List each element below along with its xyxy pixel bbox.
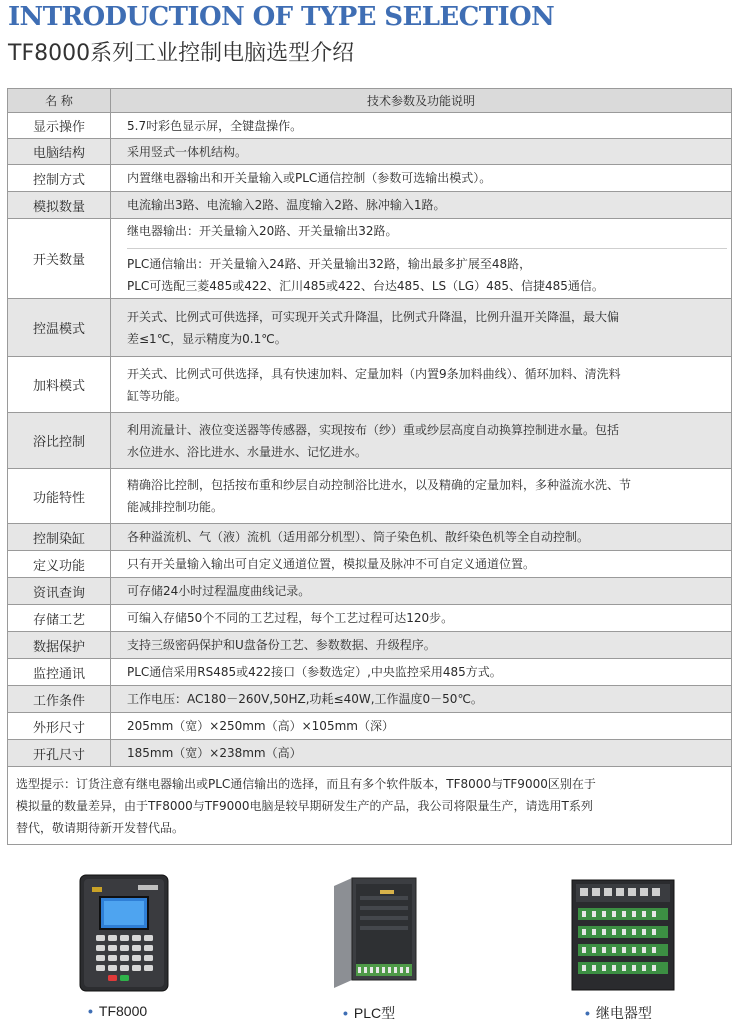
row-name: 数据保护 (8, 632, 111, 659)
table-row (8, 113, 732, 139)
caption-text: TF8000 (98, 1003, 148, 1019)
caption-text: PLC型 (353, 1005, 396, 1021)
row-name: 开孔尺寸 (8, 740, 111, 767)
table-row (8, 219, 732, 299)
row-name: 监控通讯 (8, 659, 111, 686)
table-row (8, 713, 732, 740)
row-value: 可存储24小时过程温度曲线记录。 (111, 578, 732, 605)
row-name: 资讯查询 (8, 578, 111, 605)
bullet-icon: • (343, 1005, 348, 1021)
row-value-line: 精确浴比控制，包括按布重和纱层自动控制浴比进水，以及精确的定量加料，多种溢流水洗、节 (127, 478, 632, 492)
row-value: PLC通信采用RS485或422接口（参数选定）,中央监控采用485方式。 (111, 659, 732, 686)
row-value-line: 利用流量计、液位变送器等传感器，实现按布（纱）重或纱层高度自动换算控制进水量。包括 (127, 422, 620, 437)
row-name: 存储工艺 (8, 605, 111, 632)
bullet-icon: • (88, 1003, 93, 1019)
row-value-line: 继电器输出：开关量输入20路、开关量输出32路。 (127, 220, 727, 249)
table-header-row (8, 89, 732, 113)
row-name: 外形尺寸 (8, 713, 111, 740)
table-row (8, 605, 732, 632)
relay-product-image (570, 878, 676, 992)
table-row (8, 524, 732, 551)
table-row (8, 357, 732, 413)
table-row (8, 299, 732, 357)
row-value-line: 差≤1℃，显示精度为0.1℃。 (127, 331, 287, 346)
row-value-line: 能减排控制功能。 (127, 500, 224, 514)
page-title-en: INTRODUCTION OF TYPE SELECTION (8, 2, 555, 32)
row-value-line: 水位进水、浴比进水、水量进水、记忆进水。 (127, 444, 368, 459)
row-value: 支持三级密码保护和U盘备份工艺、参数数据、升级程序。 (111, 632, 732, 659)
table-row (8, 469, 732, 524)
header-name: 名 称 (8, 89, 111, 113)
note-row (8, 767, 732, 845)
product-caption-plc (343, 1003, 395, 1023)
row-name: 开关数量 (8, 219, 111, 299)
row-name: 浴比控制 (8, 413, 111, 469)
row-name: 电脑结构 (8, 139, 111, 165)
table-row (8, 413, 732, 469)
row-value (111, 413, 732, 469)
row-value: 185mm（宽）×238mm（高） (111, 740, 732, 767)
row-value: 工作电压：AC180－260V,50HZ,功耗≤40W,工作温度0－50℃。 (111, 686, 732, 713)
table-row (8, 551, 732, 578)
row-value-line: 开关式、比例式可供选择，可实现开关式升降温，比例式升降温，比例升温开关降温，最大偏 (127, 309, 620, 324)
product-caption-relay (585, 1003, 652, 1023)
row-value (111, 357, 732, 413)
note-line: 模拟量的数量差异，由于TF8000与TF9000电脑是较早期研发生产的产品，我公司将限量生产，请选用T系列 (16, 798, 593, 813)
row-name: 控制染缸 (8, 524, 111, 551)
table-row (8, 139, 732, 165)
row-value (111, 469, 732, 524)
spec-table (7, 88, 732, 845)
row-value (111, 299, 732, 357)
product-caption-tf8000 (88, 1003, 147, 1019)
row-name: 加料模式 (8, 357, 111, 413)
row-value: 采用竖式一体机结构。 (111, 139, 732, 165)
header-spec: 技术参数及功能说明 (111, 89, 732, 113)
table-row (8, 632, 732, 659)
table-row (8, 740, 732, 767)
row-name: 显示操作 (8, 113, 111, 139)
selection-note (8, 767, 732, 845)
row-name: 工作条件 (8, 686, 111, 713)
row-value-line: 缸等功能。 (127, 388, 188, 403)
note-line: 选型提示：订货注意有继电器输出或PLC通信输出的选择，而且有多个软件版本，TF8000与TF9000区别在于 (16, 776, 596, 791)
row-name: 功能特性 (8, 469, 111, 524)
row-name: 控温模式 (8, 299, 111, 357)
row-value (111, 219, 732, 299)
row-name: 控制方式 (8, 165, 111, 192)
row-value: 各种溢流机、气（液）流机（适用部分机型）、筒子染色机、散纤染色机等全自动控制。 (111, 524, 732, 551)
row-value-line: PLC通信输出：开关量输入24路、开关量输出32路，输出最多扩展至48路， (127, 257, 532, 271)
page-title-cn: TF8000系列工业控制电脑选型介绍 (8, 41, 355, 66)
row-value: 电流输出3路、电流输入2路、温度输入2路、脉冲输入1路。 (111, 192, 732, 219)
tf8000-product-image (78, 873, 170, 993)
table-row (8, 659, 732, 686)
caption-text: 继电器型 (595, 1005, 652, 1021)
table-row (8, 165, 732, 192)
bullet-icon: • (585, 1005, 590, 1021)
row-value: 内置继电器输出和开关量输入或PLC通信控制（参数可选输出模式）。 (111, 165, 732, 192)
row-value-line: 开关式、比例式可供选择，具有快速加料、定量加料（内置9条加料曲线）、循环加料、清洗料 (127, 366, 621, 381)
plc-product-image (330, 876, 420, 990)
note-line: 替代，敬请期待新开发替代品。 (16, 820, 185, 835)
row-value: 5.7吋彩色显示屏，全键盘操作。 (111, 113, 732, 139)
table-row (8, 686, 732, 713)
row-name: 定义功能 (8, 551, 111, 578)
row-name: 模拟数量 (8, 192, 111, 219)
row-value: 205mm（宽）×250mm（高）×105mm（深） (111, 713, 732, 740)
row-value: 只有开关量输入输出可自定义通道位置，模拟量及脉冲不可自定义通道位置。 (111, 551, 732, 578)
table-row (8, 192, 732, 219)
row-value: 可编入存储50个不同的工艺过程，每个工艺过程可达120步。 (111, 605, 732, 632)
table-row (8, 578, 732, 605)
row-value-line: PLC可选配三菱485或422、汇川485或422、台达485、LS（LG）485、信捷485通信。 (127, 279, 604, 293)
